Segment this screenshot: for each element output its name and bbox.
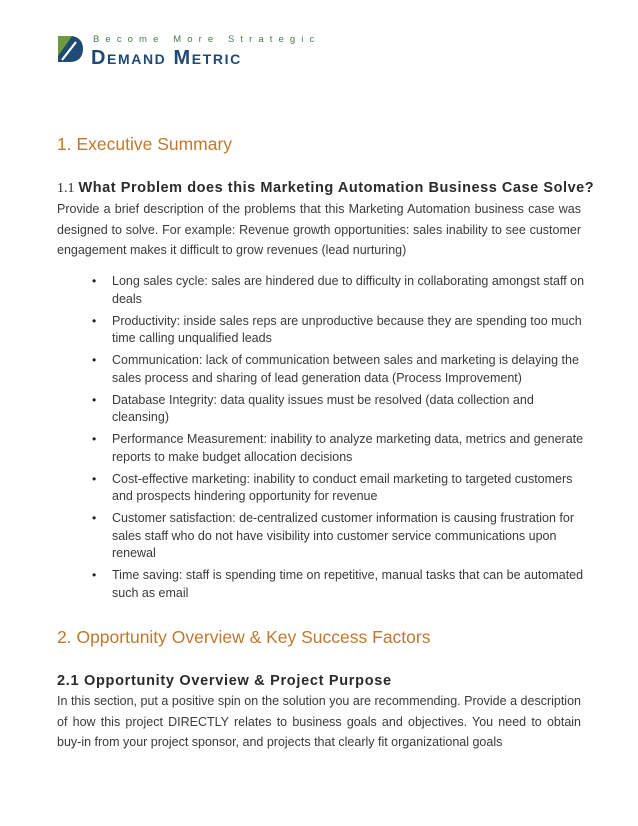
bullet-icon: • xyxy=(92,353,97,367)
section-2-title: 2. Opportunity Overview & Key Success Factors xyxy=(57,627,431,647)
list-item: • Database Integrity: data quality issues must be resolved (data collection and cleansing) xyxy=(92,392,534,424)
bullet-icon: • xyxy=(92,471,97,486)
subsection-1-1-heading xyxy=(57,180,594,197)
bullet-icon: • xyxy=(92,568,97,582)
bullet-icon: • xyxy=(92,392,97,407)
bullet-icon: • xyxy=(92,313,97,328)
list-item: • Cost-effective marketing: inability to conduct email marketing to targeted customers and prospects hindering opportunity for revenue xyxy=(92,471,573,503)
brand-tagline: Become More Strategic xyxy=(93,34,321,45)
list-item: • Communication: lack of communication between sales and marketing is delaying the sales process and sharing of lead generation data (Process Improvement) xyxy=(92,353,579,385)
bullet-icon: • xyxy=(92,274,97,288)
list-item: • Customer satisfaction: de-centralized customer information is causing frustration for sales staff who do not have visibility into customer service communications upon renewal xyxy=(92,511,574,560)
list-item: • Time saving: staff is spending time on repetitive, manual tasks that can be automated such as email xyxy=(92,568,584,600)
subsection-1-1-paragraph: Provide a brief description of the problems that this Marketing Automation business case was designed to solve. For example: Revenue growth opportunities: sales inability to see customer engagement makes it difficult to grow revenues (lead nurturing) xyxy=(57,202,581,257)
list-item: • Long sales cycle: sales are hindered due to difficulty in collaborating amongst staff on deals xyxy=(92,274,585,306)
bullet-icon: • xyxy=(92,511,97,525)
problem-bullet-list xyxy=(92,273,592,607)
bullet-icon: • xyxy=(92,432,97,446)
demand-metric-logo-icon xyxy=(56,34,84,64)
subsection-1-1-number: 1.1 xyxy=(57,181,75,196)
subsection-2-1-title: 2.1 Opportunity Overview & Project Purpose xyxy=(57,673,392,689)
brand-name: Demand Metric xyxy=(91,47,242,69)
list-item: • Performance Measurement: inability to analyze marketing data, metrics and generate reports to make budget allocation decisions xyxy=(92,432,584,464)
section-1-title: 1. Executive Summary xyxy=(57,134,233,154)
company-logo xyxy=(56,34,321,74)
list-item: • Productivity: inside sales reps are unproductive because they are spending too much time calling unqualified leads xyxy=(92,313,582,345)
subsection-2-1-paragraph: In this section, put a positive spin on the solution you are recommending. Provide a description of how this project DIRECTLY relates to business goals and objectives. You need to obtain buy-in from your project sponsor, and projects that clearly fit organizational goals xyxy=(57,694,581,749)
subsection-1-1-title: What Problem does this Marketing Automation Business Case Solve? xyxy=(78,180,595,196)
